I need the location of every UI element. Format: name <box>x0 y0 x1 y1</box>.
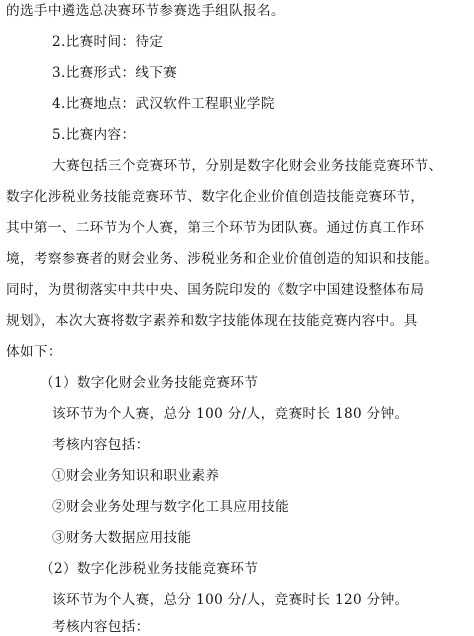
text-line: ①财会业务知识和职业素养 <box>52 468 220 484</box>
text-line: 境，考察参赛者的财会业务、涉税业务和企业价值创造的知识和技能。 <box>6 251 439 267</box>
text-line: （2）数字化涉税业务技能竞赛环节 <box>40 561 259 577</box>
text-line: 4.比赛地点：武汉软件工程职业学院 <box>52 96 275 112</box>
text-line: （1）数字化财会业务技能竞赛环节 <box>40 375 259 391</box>
text-line: 体如下： <box>6 344 62 360</box>
text-line: 考核内容包括： <box>52 437 150 453</box>
text-line: 数字化涉税业务技能竞赛环节、数字化企业价值创造技能竞赛环节， <box>6 189 425 205</box>
text-line: 3.比赛形式：线下赛 <box>52 65 178 81</box>
text-line: 该环节为个人赛，总分 100 分/人，竞赛时长 180 分钟。 <box>52 406 409 422</box>
text-line: 该环节为个人赛，总分 100 分/人，竞赛时长 120 分钟。 <box>52 592 409 608</box>
text-line: ②财会业务处理与数字化工具应用技能 <box>52 499 290 515</box>
text-line: 5.比赛内容： <box>52 127 136 143</box>
text-line: 大赛包括三个竞赛环节，分别是数字化财会业务技能竞赛环节、 <box>52 158 443 174</box>
text-line: 2.比赛时间：待定 <box>52 34 164 50</box>
text-line: 考核内容包括： <box>52 619 150 635</box>
text-line: 其中第一、二环节为个人赛，第三个环节为团队赛。通过仿真工作环 <box>6 220 425 236</box>
text-line: ③财务大数据应用技能 <box>52 530 192 546</box>
text-line: 规划》，本次大赛将数字素养和数字技能体现在技能竞赛内容中。具 <box>6 313 418 329</box>
text-line: 的选手中遴选总决赛环节参赛选手组队报名。 <box>6 3 285 19</box>
text-line: 同时，为贯彻落实中共中央、国务院印发的《数字中国建设整体布局 <box>6 282 425 298</box>
